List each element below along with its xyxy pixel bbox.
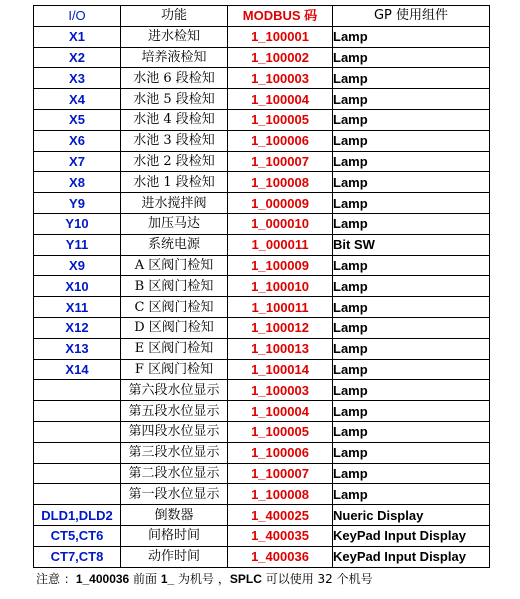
function-cell: 动作时间 (121, 546, 228, 567)
modbus-code-cell: 1_100006 (228, 130, 333, 151)
modbus-code-cell: 1_400035 (228, 525, 333, 546)
table-row (34, 421, 490, 442)
gp-component-cell: Lamp (333, 151, 490, 172)
gp-component-cell: Lamp (333, 26, 490, 47)
header-io: I/O (34, 6, 121, 27)
io-cell (34, 401, 121, 422)
modbus-code-cell: 1_100014 (228, 359, 333, 380)
modbus-code-cell: 1_100011 (228, 297, 333, 318)
table-row (34, 47, 490, 68)
io-cell: X12 (34, 317, 121, 338)
io-cell: X4 (34, 89, 121, 110)
table-row (34, 505, 490, 526)
modbus-code-cell: 1_100005 (228, 421, 333, 442)
gp-component-cell: Lamp (333, 484, 490, 505)
table-row (34, 130, 490, 151)
footnote-suffix: 个机号 (332, 572, 373, 586)
io-cell: X9 (34, 255, 121, 276)
function-cell: 水池 6 段检知 (121, 68, 228, 89)
table-row (34, 401, 490, 422)
function-cell: E 区阀门检知 (121, 338, 228, 359)
function-cell: 水池 3 段检知 (121, 130, 228, 151)
modbus-code-cell: 1_100007 (228, 463, 333, 484)
io-cell: X2 (34, 47, 121, 68)
table-row (34, 26, 490, 47)
table-row (34, 255, 490, 276)
table-row (34, 546, 490, 567)
function-cell: 倒数器 (121, 505, 228, 526)
io-cell: X14 (34, 359, 121, 380)
modbus-code-cell: 1_400036 (228, 546, 333, 567)
io-cell: X6 (34, 130, 121, 151)
function-cell: 培养液检知 (121, 47, 228, 68)
table-row (34, 234, 490, 255)
gp-component-cell: Lamp (333, 193, 490, 214)
function-cell: 系统电源 (121, 234, 228, 255)
table-row (34, 317, 490, 338)
modbus-code-cell: 1_100013 (228, 338, 333, 359)
io-cell: Y11 (34, 234, 121, 255)
io-cell: X11 (34, 297, 121, 318)
gp-component-cell: KeyPad Input Display (333, 546, 490, 567)
function-cell: 水池 4 段检知 (121, 109, 228, 130)
modbus-code-cell: 1_100005 (228, 109, 333, 130)
io-cell (34, 484, 121, 505)
table-row (34, 442, 490, 463)
function-cell: 加压马达 (121, 213, 228, 234)
gp-component-cell: Lamp (333, 172, 490, 193)
gp-component-cell: Lamp (333, 47, 490, 68)
table-row (34, 213, 490, 234)
table-row (34, 525, 490, 546)
gp-component-cell: Lamp (333, 380, 490, 401)
header-function: 功能 (121, 6, 228, 27)
io-cell: Y9 (34, 193, 121, 214)
function-cell: 第一段水位显示 (121, 484, 228, 505)
gp-component-cell: Lamp (333, 317, 490, 338)
io-cell: CT7,CT8 (34, 546, 121, 567)
footnote-mid2: 为机号 ， (174, 572, 230, 586)
gp-component-cell: Lamp (333, 130, 490, 151)
table-row (34, 380, 490, 401)
footnote-code: 1_400036 (75, 572, 130, 586)
footnote-count: 32 (317, 572, 333, 586)
io-cell: X5 (34, 109, 121, 130)
gp-component-cell: Lamp (333, 338, 490, 359)
function-cell: 第四段水位显示 (121, 421, 228, 442)
modbus-code-cell: 1_000011 (228, 234, 333, 255)
table-row (34, 151, 490, 172)
io-mapping-table (33, 5, 490, 568)
function-cell: 第六段水位显示 (121, 380, 228, 401)
modbus-code-cell: 1_100007 (228, 151, 333, 172)
io-cell: DLD1,DLD2 (34, 505, 121, 526)
io-cell: X8 (34, 172, 121, 193)
table-row (34, 276, 490, 297)
gp-component-cell: Lamp (333, 276, 490, 297)
table-row (34, 359, 490, 380)
modbus-code-cell: 1_100008 (228, 484, 333, 505)
function-cell: 水池 5 段检知 (121, 89, 228, 110)
function-cell: 第二段水位显示 (121, 463, 228, 484)
table-row (34, 89, 490, 110)
modbus-code-cell: 1_100003 (228, 68, 333, 89)
modbus-code-cell: 1_000010 (228, 213, 333, 234)
io-cell: CT5,CT6 (34, 525, 121, 546)
footnote-splc: SPLC (229, 572, 262, 586)
function-cell: 第五段水位显示 (121, 401, 228, 422)
table-row (34, 338, 490, 359)
gp-component-cell: Lamp (333, 442, 490, 463)
modbus-code-cell: 1_100006 (228, 442, 333, 463)
io-cell (34, 380, 121, 401)
table-row (34, 172, 490, 193)
io-cell: X3 (34, 68, 121, 89)
gp-component-cell: Lamp (333, 401, 490, 422)
gp-component-cell: Lamp (333, 359, 490, 380)
table-row (34, 463, 490, 484)
modbus-code-cell: 1_100004 (228, 401, 333, 422)
modbus-code-cell: 1_100002 (228, 47, 333, 68)
table-body (34, 26, 490, 567)
modbus-code-cell: 1_100010 (228, 276, 333, 297)
io-cell (34, 442, 121, 463)
table-row (34, 297, 490, 318)
gp-component-cell: Lamp (333, 89, 490, 110)
modbus-code-cell: 1_100004 (228, 89, 333, 110)
footnote (36, 570, 373, 587)
gp-component-cell: Lamp (333, 213, 490, 234)
function-cell: 进水检知 (121, 26, 228, 47)
table-row (34, 68, 490, 89)
io-cell (34, 463, 121, 484)
function-cell: D 区阀门检知 (121, 317, 228, 338)
header-modbus-code: MODBUS 码 (228, 6, 333, 27)
gp-component-cell: Lamp (333, 68, 490, 89)
modbus-code-cell: 1_000009 (228, 193, 333, 214)
footnote-mid3: 可以使用 (261, 572, 318, 586)
function-cell: 第三段水位显示 (121, 442, 228, 463)
gp-component-cell: Lamp (333, 421, 490, 442)
io-cell (34, 421, 121, 442)
function-cell: 水池 1 段检知 (121, 172, 228, 193)
modbus-code-cell: 1_100003 (228, 380, 333, 401)
table-row (34, 484, 490, 505)
function-cell: 水池 2 段检知 (121, 151, 228, 172)
function-cell: C 区阀门检知 (121, 297, 228, 318)
function-cell: F 区阀门检知 (121, 359, 228, 380)
table-header-row (34, 6, 490, 27)
gp-component-cell: Lamp (333, 109, 490, 130)
footnote-station: 1_ (160, 572, 175, 586)
io-cell: X1 (34, 26, 121, 47)
gp-component-cell: KeyPad Input Display (333, 525, 490, 546)
table-row (34, 109, 490, 130)
footnote-mid1: 前面 (129, 572, 161, 586)
function-cell: 间格时间 (121, 525, 228, 546)
gp-component-cell: Lamp (333, 255, 490, 276)
modbus-code-cell: 1_100008 (228, 172, 333, 193)
modbus-code-cell: 1_100001 (228, 26, 333, 47)
modbus-code-cell: 1_400025 (228, 505, 333, 526)
header-gp-component: GP 使用组件 (333, 6, 490, 27)
gp-component-cell: Bit SW (333, 234, 490, 255)
gp-component-cell: Lamp (333, 463, 490, 484)
function-cell: B 区阀门检知 (121, 276, 228, 297)
io-cell: X10 (34, 276, 121, 297)
function-cell: 进水搅拌阀 (121, 193, 228, 214)
modbus-code-cell: 1_100009 (228, 255, 333, 276)
gp-component-cell: Nueric Display (333, 505, 490, 526)
function-cell: A 区阀门检知 (121, 255, 228, 276)
table-row (34, 193, 490, 214)
io-cell: X13 (34, 338, 121, 359)
gp-component-cell: Lamp (333, 297, 490, 318)
io-cell: Y10 (34, 213, 121, 234)
io-cell: X7 (34, 151, 121, 172)
modbus-code-cell: 1_100012 (228, 317, 333, 338)
footnote-prefix: 注意 ： (36, 572, 76, 586)
